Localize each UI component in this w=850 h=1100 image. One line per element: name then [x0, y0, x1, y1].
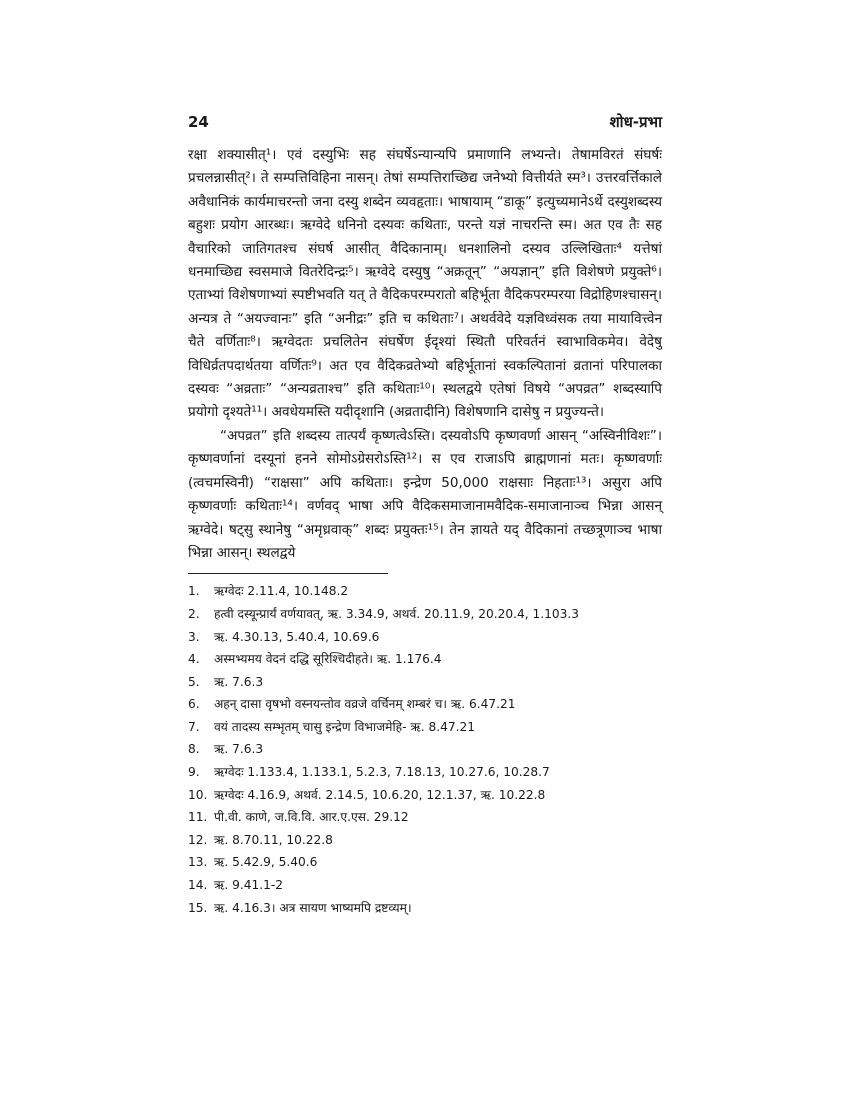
- footnote-text: अस्मभ्यमय वेदनं दद्धि सूरिश्चिदीहते। ऋ. 1.176.4: [214, 652, 442, 667]
- footnote: [188, 648, 662, 671]
- footnote-text: ऋ. 4.30.13, 5.40.4, 10.69.6: [214, 629, 380, 644]
- footnote: [188, 738, 662, 761]
- footnote: [188, 829, 662, 852]
- body-text: [188, 144, 662, 565]
- footnote-number: 11.: [188, 810, 208, 825]
- footnote: [188, 693, 662, 716]
- footnote-number: 4.: [188, 652, 200, 667]
- document-page: [188, 112, 662, 919]
- footnote-text: ऋ. 8.70.11, 10.22.8: [214, 832, 333, 847]
- footnote-text: हत्वी दस्यून्प्रार्यं वर्णयावत्, ऋ. 3.34.9, अथर्व. 20.11.9, 20.20.4, 1.103.3: [214, 606, 580, 621]
- footnote-number: 9.: [188, 765, 200, 780]
- footnote: [188, 671, 662, 694]
- footnote-number: 10.: [188, 787, 208, 802]
- footnote-number: 1.: [188, 584, 200, 599]
- footnote-number: 15.: [188, 900, 208, 915]
- footnote: [188, 716, 662, 739]
- footnote-text: ऋ. 7.6.3: [214, 674, 264, 689]
- footnote-text: अहन् दासा वृषभो वस्नयन्तोव वव्रजे वर्चिनम् शम्बरं च। ऋ. 6.47.21: [214, 697, 516, 712]
- footnote-number: 12.: [188, 832, 208, 847]
- footnote-text: ऋग्वेदः 1.133.4, 1.133.1, 5.2.3, 7.18.13, 10.27.6, 10.28.7: [214, 765, 550, 780]
- footnote-number: 5.: [188, 674, 200, 689]
- footnotes-list: [188, 580, 662, 919]
- footnote: [188, 603, 662, 626]
- footnote-number: 7.: [188, 719, 200, 734]
- footnote-number: 3.: [188, 629, 200, 644]
- footnote: [188, 761, 662, 784]
- footnote: [188, 626, 662, 649]
- running-header: [188, 112, 662, 134]
- paragraph: “अपव्रत” इति शब्दस्य तात्पर्यं कृष्णत्वेऽस्ति। दस्यवोऽपि कृष्णवर्णा आसन् “अस्विनीविशः”। कृष्णवर्णानां दस्यूनां हनने सोमोऽग्रेसरोऽस्ति¹²। स एव राजाऽपि ब्राह्मणानां मतः। कृष्णवर्णाः (त्वचमस्विनी) “राक्षसा” अपि कथिताः। इन्द्रेण 50,000 राक्षसाः निहताः¹³। असुरा अपि कृष्णवर्णाः कथिताः¹⁴। वर्णवद् भाषा अपि वैदिकसमाजानामवैदिक-समाजानाञ्च भिन्ना आसन् ऋग्वेदे। षट्सु स्थानेषु “अमृध्रवाक्” शब्दः प्रयुक्तः¹⁵। तेन ज्ञायते यद् वैदिकानां तच्छत्रूणाञ्च भाषा भिन्ना आसन्। स्थलद्वये: [188, 427, 662, 561]
- journal-title: शोध-प्रभा: [609, 113, 662, 131]
- footnote-number: 14.: [188, 878, 208, 893]
- footnote-number: 8.: [188, 742, 200, 757]
- footnote-text: ऋ. 7.6.3: [214, 742, 264, 757]
- footnote-text: ऋ. 5.42.9, 5.40.6: [214, 855, 318, 870]
- footnote-text: ऋग्वेदः 4.16.9, अथर्व. 2.14.5, 10.6.20, 12.1.37, ऋ. 10.22.8: [214, 787, 546, 802]
- paragraph: रक्षा शक्यासीत्¹। एवं दस्युभिः सह संघर्षेऽन्यान्यपि प्रमाणानि लभ्यन्ते। तेषामविरतं संघर्षः प्रचलन्नासीत्²। ते सम्पत्तिविहिना नासन्। तेषां सम्पत्तिराच्छिद्य जनेभ्यो वित्तीर्यते स्म³। उत्तरवर्त्तिकाले अवैधानिकं कार्यमाचरन्तो जना दस्यु शब्देन व्यवहृताः। भाषायाम् “डाकू” इत्युच्यमानेऽर्थे दस्युशब्दस्य बहुशः प्रयोग आरब्धः। ऋग्वेदे धनिनो दस्यवः कथिताः, परन्ते यज्ञं नाचरन्ति स्म। अत एव तैः सह वैचारिको जातिगतश्च संघर्ष आसीत् वैदिकानाम्। धनशालिनो दस्यव उल्लिखिताः⁴ यत्तेषां धनमाच्छिद्य स्वसमाजे वितरेदिन्द्रः⁵। ऋग्वेदे दस्युषु “अक्रतून्” “अयज्ञान्” इति विशेषणे प्रयुक्ते⁶। एताभ्यां विशेषणाभ्यां स्पष्टीभवति यत् ते वैदिकपरम्परातो बहिर्भूता वैदिकपरम्परया विद्रोहिणश्चासन्। अन्यत्र ते “अयज्वानः” इति “अनीद्रः” इति च कथिताः⁷। अथर्ववेदे यज्ञविध्वंसक तया मायावित्त्वेन चैते वर्णिताः⁸। ऋग्वेदतः प्रचलितेन संघर्षेण ईदृश्यां स्थितौ परिवर्तनं स्वाभाविकमेव। वेदेषु विधिर्व्रतपदार्थतया वर्णितः⁹। अत एव वैदिकव्रतेभ्यो बहिर्भूतानां स्वकल्पितानां व्रतानां परिपालका दस्यवः “अव्रताः” “अन्यव्रताश्च” इति कथिताः¹⁰। स्थलद्वये एतेषां विषये “अपव्रत” शब्दस्यापि प्रयोगो दृश्यते¹¹। अवधेयमस्ति यदीदृशानि (अव्रतादीनि) विशेषणानि दासेषु न प्रयुज्यन्ते।: [188, 147, 662, 421]
- footnote-text: वयं तादस्य सम्भृतम् चासु इन्द्रेण विभाजमेहि- ऋ. 8.47.21: [214, 719, 476, 734]
- footnote-text: ऋ. 9.41.1-2: [214, 878, 284, 893]
- footnote-text: ऋ. 4.16.3। अत्र सायण भाष्यमपि द्रष्टव्यम्।: [214, 900, 412, 915]
- footnote: [188, 851, 662, 874]
- footnote-number: 13.: [188, 855, 208, 870]
- footnote: [188, 806, 662, 829]
- footnote-number: 2.: [188, 606, 200, 621]
- footnote: [188, 874, 662, 897]
- footnote: [188, 580, 662, 603]
- page-number: 24: [188, 113, 209, 131]
- footnote-divider: [188, 573, 388, 574]
- footnote-number: 6.: [188, 697, 200, 712]
- footnote-text: पी.वी. काणे, ज.वि.वि. आर.ए.एस. 29.12: [214, 810, 409, 825]
- footnote: [188, 897, 662, 920]
- footnote: [188, 784, 662, 807]
- footnote-text: ऋग्वेदः 2.11.4, 10.148.2: [214, 584, 349, 599]
